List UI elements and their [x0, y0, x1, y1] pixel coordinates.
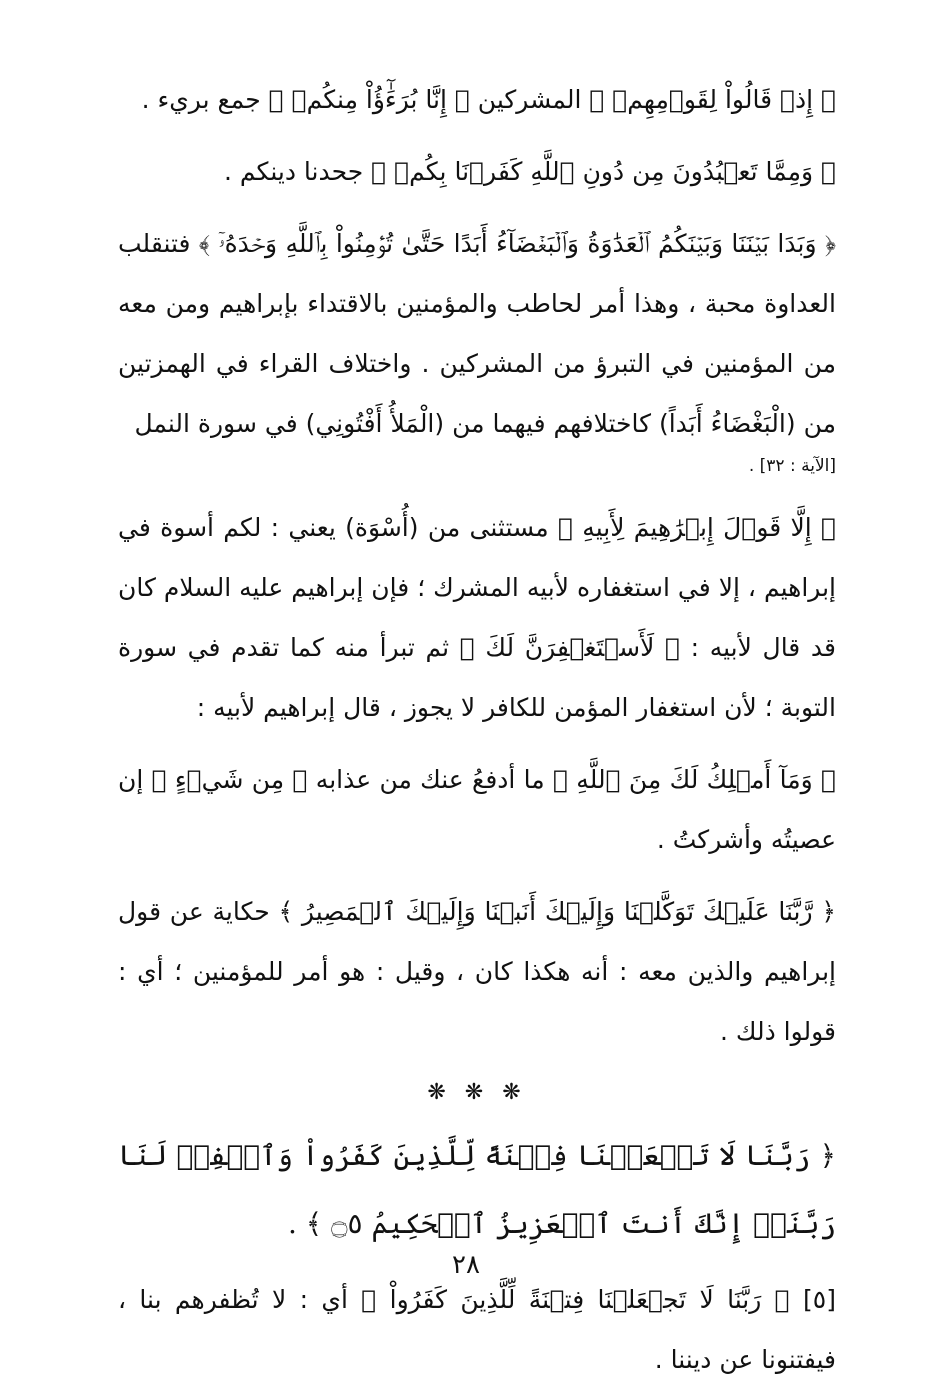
paragraph-7: [٥] ﴿ رَبَّنَا لَا تَجۡعَلۡنَا فِتۡنَةً لِّلَّذِينَ كَفَرُواْ ﴾ أي : لا تُظفرهم بنا ، فيفتنونا عن ديننا . — [118, 1285, 836, 1374]
paragraph-5: ﴿ وَمَآ أَمۡلِكُ لَكَ مِنَ ٱللَّهِ ﴾ ما أدفعُ عنك من عذابه ﴿ مِن شَيۡءٍ ﴾ إن عصيتُه وأشركتُ . — [118, 765, 836, 854]
paragraph-4: ﴿ إِلَّا قَوۡلَ إِبۡرَٰهِيمَ لِأَبِيهِ ﴾ مستثنى من (أُسْوَة) يعني : لكم أسوة في إبراهيم ، إلا في استغفاره لأبيه المشرك ؛ فإن إبراهيم عليه السلام كان قد قال لأبيه : ﴿ لَأَسۡتَغۡفِرَنَّ لَكَ ﴾ ثم تبرأ منه كما تقدم في سورة التوبة ؛ لأن استغفار المؤمن للكافر لا يجوز ، قال إبراهيم لأبيه : — [118, 513, 836, 722]
paragraph-3: ﴿ وَبَدَا بَيۡنَنَا وَبَيۡنَكُمُ ٱلۡعَدَٰوَةُ وَٱلۡبَغۡضَآءُ أَبَدًا حَتَّىٰ تُؤۡمِنُواْ بِٱللَّهِ وَحۡدَهُۥٓ ﴾ فتنقلب العداوة محبة ، وهذا أمر لحاطب والمؤمنين بالاقتداء بإبراهيم ومن معه من المؤمنين في التبرؤ من المشركين . واختلاف القراء في الهمزتين من (الْبَغْضَاءُ أَبَداً) كاختلافهم فيهما من (الْمَلأُ أَفْتُونِي) في سورة النمل — [118, 229, 836, 438]
quran-verse: ﴿ رَبَّنَا لَا تَجۡعَلۡنَا فِتۡنَةً لِّلَّذِينَ كَفَرُواْ وَٱغۡفِرۡ لَنَا رَبَّنَآۖ إِنَّكَ أَنتَ ٱلۡعَزِيزُ ٱلۡحَكِيمُ ۝٥ ﴾ . — [118, 1139, 836, 1240]
verse-reference: [الآية : ٣٢] . — [748, 456, 836, 476]
paragraph-1: ﴿ إِذۡ قَالُواْ لِقَوۡمِهِمۡ ﴾ المشركين ﴿ إِنَّا بُرَءَٰٓؤُاْ مِنكُمۡ ﴾ جمع بريء . — [141, 85, 836, 114]
page-body — [118, 70, 836, 1390]
paragraph-6: ﴿ رَّبَّنَا عَلَيۡكَ تَوَكَّلۡنَا وَإِلَيۡكَ أَنَبۡنَا وَإِلَيۡكَ ٱلۡمَصِيرُ ﴾ حكاية عن قول إبراهيم والذين معه : أنه هكذا كان ، وقيل : هو أمر للمؤمنين ؛ أي : قولوا ذلك . — [118, 897, 836, 1046]
section-separator: ❋ ❋ ❋ — [427, 1080, 527, 1105]
page-number: ٢٨ — [452, 1250, 480, 1280]
paragraph-2: ﴿ وَمِمَّا تَعۡبُدُونَ مِن دُونِ ٱللَّهِ كَفَرۡنَا بِكُمۡ ﴾ جحدنا دينكم . — [224, 157, 836, 186]
